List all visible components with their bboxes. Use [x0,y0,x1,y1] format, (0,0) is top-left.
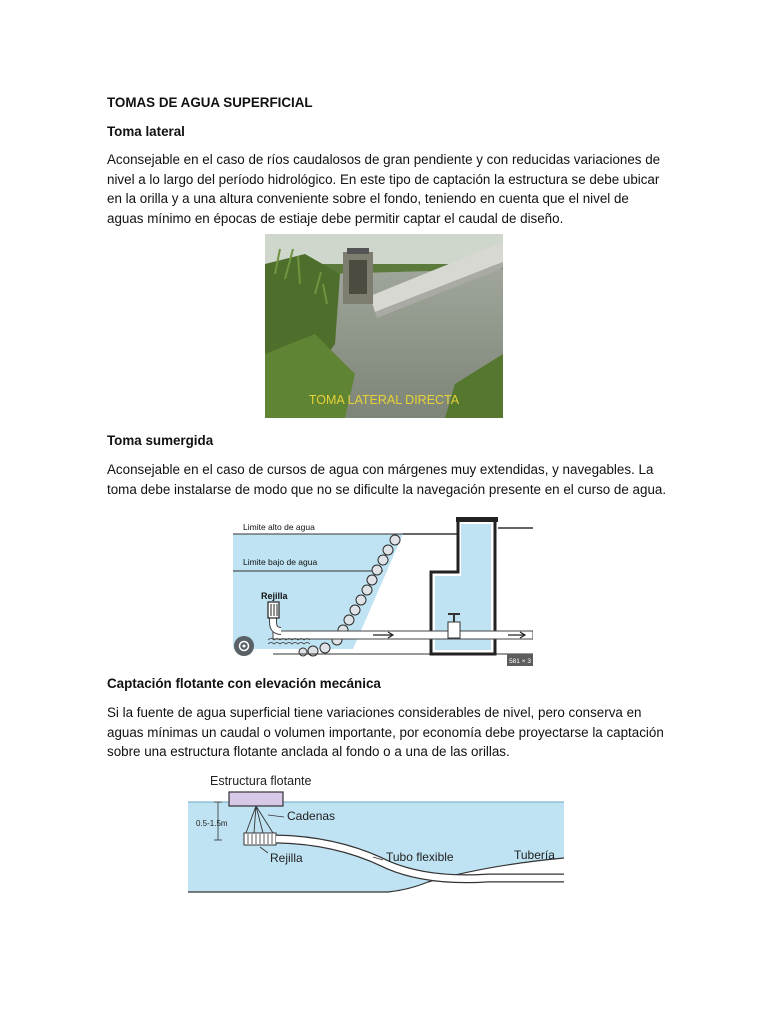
size-badge-text: 581 × 3 [509,658,531,665]
lens-icon [234,636,254,656]
heading-toma-sumergida: Toma sumergida [107,433,214,448]
page-title: TOMAS DE AGUA SUPERFICIAL [107,95,313,110]
paragraph-captacion-flotante: Si la fuente de agua superficial tiene variaciones considerables de nivel, pero conserva en aguas mínimas un caudal o volumen importante, por economía debe proyectarse la captación sobre una estructura flotante anclada al fondo o a una de las orillas. [107,705,664,759]
label-tuberia: Tubería [514,848,555,862]
label-limite-alto: Limite alto de agua [243,522,315,532]
photo-caption: TOMA LATERAL DIRECTA [308,393,460,407]
label-profundidad: 0.5-1.5m [196,819,228,828]
paragraph-toma-lateral: Aconsejable en el caso de ríos caudalosos de gran pendiente y con reducidas variaciones de nivel a lo largo del período hidrológico. En este tipo de captación la estructura se debe ubicar en la orilla y a una altura conveniente sobre el fondo, teniendo en cuenta que el nivel de aguas mínimo en épocas de estiaje debe permitir captar el caudal de diseño. [107,152,661,226]
label-rejilla: Rejilla [261,591,288,601]
captacion-flotante-diagram [188,770,564,906]
heading-captacion-flotante: Captación flotante con elevación mecánica [107,676,381,691]
label-cadenas: Cadenas [287,809,336,823]
toma-sumergida-diagram [233,514,533,666]
heading-toma-lateral: Toma lateral [107,124,185,139]
label-limite-bajo: Limite bajo de agua [243,557,318,567]
label-estructura-flotante: Estructura flotante [210,774,312,788]
label-tubo-flexible: Tubo flexible [386,850,454,864]
toma-lateral-photo [265,234,503,418]
paragraph-toma-sumergida: Aconsejable en el caso de cursos de agua con márgenes muy extendidas, y navegables. La toma debe instalarse de modo que no se dificulte la navegación presente en el curso de agua. [107,462,667,497]
label-rejilla-flotante: Rejilla [270,851,303,865]
